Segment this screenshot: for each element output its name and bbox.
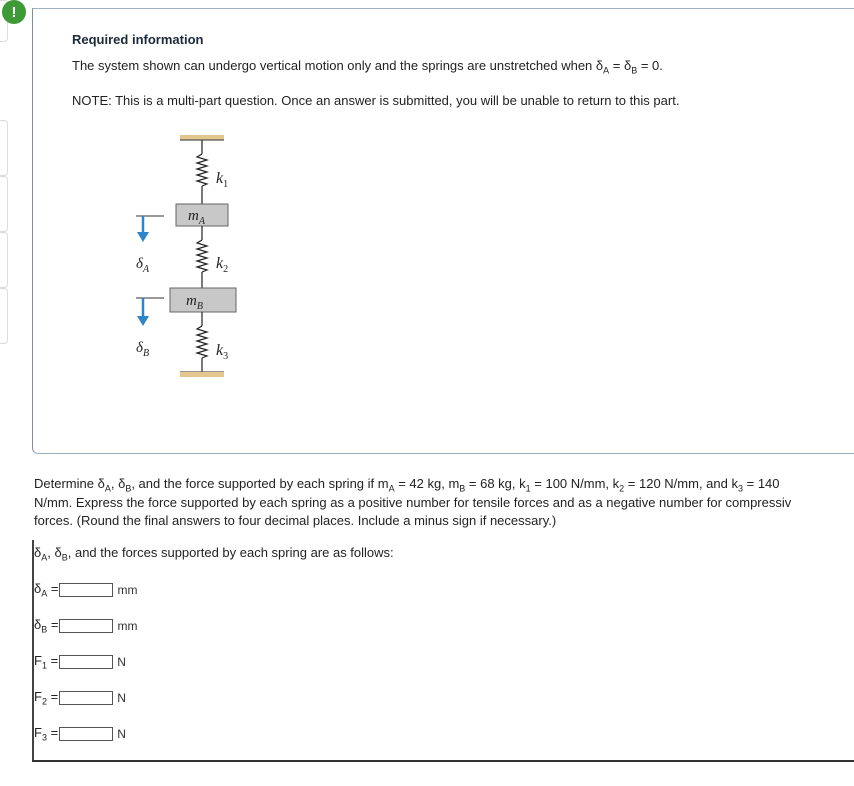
label-ma: $m_A$ bbox=[188, 208, 205, 227]
answer-label-f2: $F_2$ = bbox=[34, 689, 59, 707]
f2-input[interactable] bbox=[59, 691, 113, 705]
side-tab[interactable] bbox=[0, 176, 8, 232]
delta-a-input[interactable] bbox=[59, 583, 113, 597]
label-k2: $k_2$ bbox=[216, 255, 229, 275]
spring-k2 bbox=[197, 226, 207, 288]
mass-b-block bbox=[170, 288, 236, 312]
delta-b-input[interactable] bbox=[59, 619, 113, 633]
side-tab[interactable] bbox=[0, 232, 8, 288]
label-delta-b: $\delta_B$ bbox=[136, 340, 150, 359]
side-tab[interactable] bbox=[0, 120, 8, 176]
label-delta-a: $\delta_A$ bbox=[136, 256, 150, 275]
top-support bbox=[180, 135, 224, 140]
spring-mass-figure bbox=[120, 126, 280, 386]
answer-unit-f1: N bbox=[117, 655, 126, 669]
answer-unit-delta-b: mm bbox=[117, 619, 138, 633]
answer-row-f1 bbox=[34, 653, 126, 671]
left-side-tabs bbox=[0, 0, 8, 786]
label-k1: $k_1$ bbox=[216, 170, 229, 190]
question-line-2: N/mm. Express the force supported by each spring as a positive number for tensile forces and as a negative number for compressiv bbox=[34, 495, 792, 510]
answer-unit-f3: N bbox=[117, 727, 126, 741]
answer-section-bottom-border bbox=[32, 760, 854, 762]
note-text: NOTE: This is a multi-part question. Once an answer is submitted, you will be unable to return to this part. bbox=[72, 93, 680, 108]
delta-a-arrow bbox=[136, 216, 164, 242]
answer-label-delta-a: $\delta_A$ = bbox=[34, 581, 59, 599]
answer-row-f3 bbox=[34, 725, 126, 743]
alert-icon: ! bbox=[2, 0, 26, 24]
f1-input[interactable] bbox=[59, 655, 113, 669]
question-line-3: forces. (Round the final answers to four decimal places. Include a minus sign if necessary.) bbox=[34, 513, 557, 528]
spring-k3 bbox=[197, 312, 207, 372]
answer-row-delta-a bbox=[34, 581, 137, 599]
label-k3: $k_3$ bbox=[216, 342, 229, 362]
spring-k1 bbox=[197, 140, 207, 204]
delta-b-arrow bbox=[136, 298, 164, 326]
answer-label-f3: $F_3$ = bbox=[34, 725, 59, 743]
answer-row-f2 bbox=[34, 689, 126, 707]
bottom-support bbox=[180, 372, 224, 377]
answer-unit-delta-a: mm bbox=[117, 583, 138, 597]
answer-label-f1: $F_1$ = bbox=[34, 653, 59, 671]
answers-summary: $\delta_A$, $\delta_B$, and the forces supported by each spring are as follows: bbox=[34, 545, 394, 563]
label-mb: $m_B$ bbox=[186, 293, 203, 312]
answer-label-delta-b: $\delta_B$ = bbox=[34, 617, 59, 635]
required-information-title: Required information bbox=[72, 32, 204, 47]
answer-unit-f2: N bbox=[117, 691, 126, 705]
question-line-1: Determine $\delta_A$, $\delta_B$, and the force supported by each spring if $m_A = 42$ kg, $m_B = 68$ kg, $k_1 = 100$ N/mm, $k_2 = 120$ N/mm, and $k_3 = 140$ bbox=[34, 476, 780, 494]
side-tab[interactable] bbox=[0, 288, 8, 344]
answer-row-delta-b bbox=[34, 617, 137, 635]
f3-input[interactable] bbox=[59, 727, 113, 741]
system-description: The system shown can undergo vertical motion only and the springs are unstretched when $\delta_A = \delta_B = 0$. bbox=[72, 58, 663, 76]
